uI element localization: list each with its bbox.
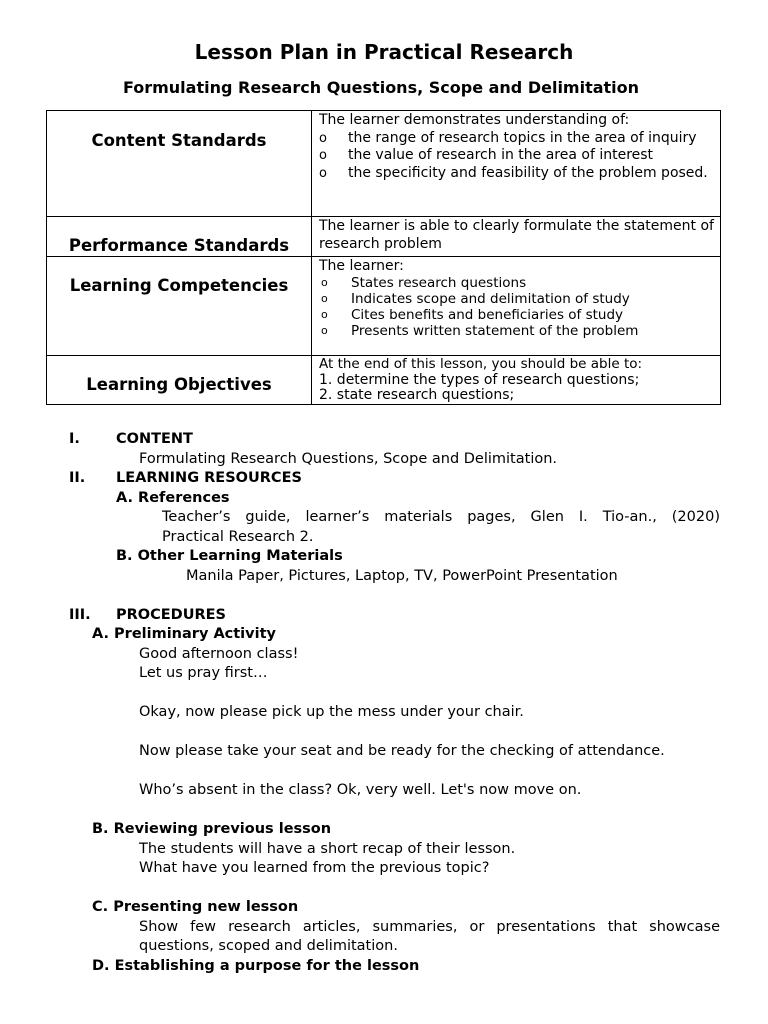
table-row-learning-objectives bbox=[47, 356, 721, 405]
presenting-lesson-text: Show few research articles, summaries, or presentations that showcase bbox=[139, 918, 720, 935]
learning-competencies-label: Learning Competencies bbox=[69, 276, 289, 295]
lesson-outline bbox=[0, 430, 768, 976]
presenting-lesson-text-continued: questions, scoped and delimitation. bbox=[139, 938, 398, 954]
list-item: o Cites benefits and beneficiaries of study bbox=[321, 307, 624, 323]
other-materials-text: Manila Paper, Pictures, Laptop, TV, PowerPoint Presentation bbox=[186, 567, 618, 584]
list-item: o States research questions bbox=[321, 275, 527, 291]
content-text: Formulating Research Questions, Scope and Delimitation. bbox=[139, 450, 558, 467]
references-text: Teacher’s guide, learner’s materials pages, Glen I. Tio-an., (2020) bbox=[162, 509, 720, 525]
references-heading: A. References bbox=[116, 489, 230, 506]
section-content-heading: I. CONTENT bbox=[69, 431, 193, 447]
document-title: Lesson Plan in Practical Research bbox=[194, 40, 574, 64]
standards-table bbox=[46, 110, 721, 405]
document-subtitle: Formulating Research Questions, Scope and Delimitation bbox=[122, 78, 640, 97]
list-item: Let us pray first… bbox=[139, 665, 268, 681]
list-item: 2. state research questions; bbox=[319, 387, 515, 403]
other-materials-heading: B. Other Learning Materials bbox=[116, 548, 343, 564]
list-item: Who’s absent in the class? Ok, very well. Let's now move on. bbox=[139, 782, 582, 798]
performance-standards-label: Performance Standards bbox=[68, 236, 290, 255]
list-item: o Indicates scope and delimitation of study bbox=[321, 291, 630, 307]
list-item: o the value of research in the area of interest bbox=[319, 147, 654, 163]
learning-objectives-intro: At the end of this lesson, you should be able to: bbox=[319, 356, 643, 372]
content-standards-cell bbox=[312, 111, 720, 182]
content-standards-intro: The learner demonstrates understanding of: bbox=[319, 112, 630, 128]
section-resources-heading: II. LEARNING RESOURCES bbox=[69, 470, 302, 486]
table-row-performance-standards bbox=[47, 217, 721, 257]
reviewing-lesson-heading: B. Reviewing previous lesson bbox=[92, 821, 332, 837]
learning-objectives-cell bbox=[312, 356, 720, 404]
learning-objectives-label: Learning Objectives bbox=[86, 375, 272, 394]
list-item: o the range of research topics in the area of inquiry bbox=[319, 129, 697, 146]
section-procedures-heading: III. PROCEDURES bbox=[69, 606, 226, 623]
learning-competencies-intro: The learner: bbox=[319, 258, 404, 274]
references-text-continued: Practical Research 2. bbox=[162, 528, 314, 545]
preliminary-activity-heading: A. Preliminary Activity bbox=[92, 626, 276, 642]
learning-competencies-cell bbox=[312, 257, 720, 339]
list-item: The students will have a short recap of their lesson. bbox=[139, 840, 516, 857]
establishing-purpose-heading: D. Establishing a purpose for the lesson bbox=[92, 957, 420, 974]
presenting-lesson-heading: C. Presenting new lesson bbox=[92, 899, 299, 915]
content-standards-label: Content Standards bbox=[91, 131, 267, 150]
list-item: Good afternoon class! bbox=[139, 645, 299, 662]
list-item: o the specificity and feasibility of the problem posed. bbox=[319, 164, 708, 181]
performance-standards-text: The learner is able to clearly formulate the statement of research problem bbox=[319, 218, 714, 252]
table-row-content-standards bbox=[47, 111, 721, 217]
list-item: o Presents written statement of the problem bbox=[321, 323, 639, 339]
list-item: Okay, now please pick up the mess under your chair. bbox=[139, 704, 524, 720]
list-item: Now please take your seat and be ready for the checking of attendance. bbox=[139, 743, 665, 759]
table-row-learning-competencies bbox=[47, 257, 721, 356]
list-item: 1. determine the types of research questions; bbox=[319, 371, 640, 388]
list-item: What have you learned from the previous topic? bbox=[139, 860, 490, 876]
